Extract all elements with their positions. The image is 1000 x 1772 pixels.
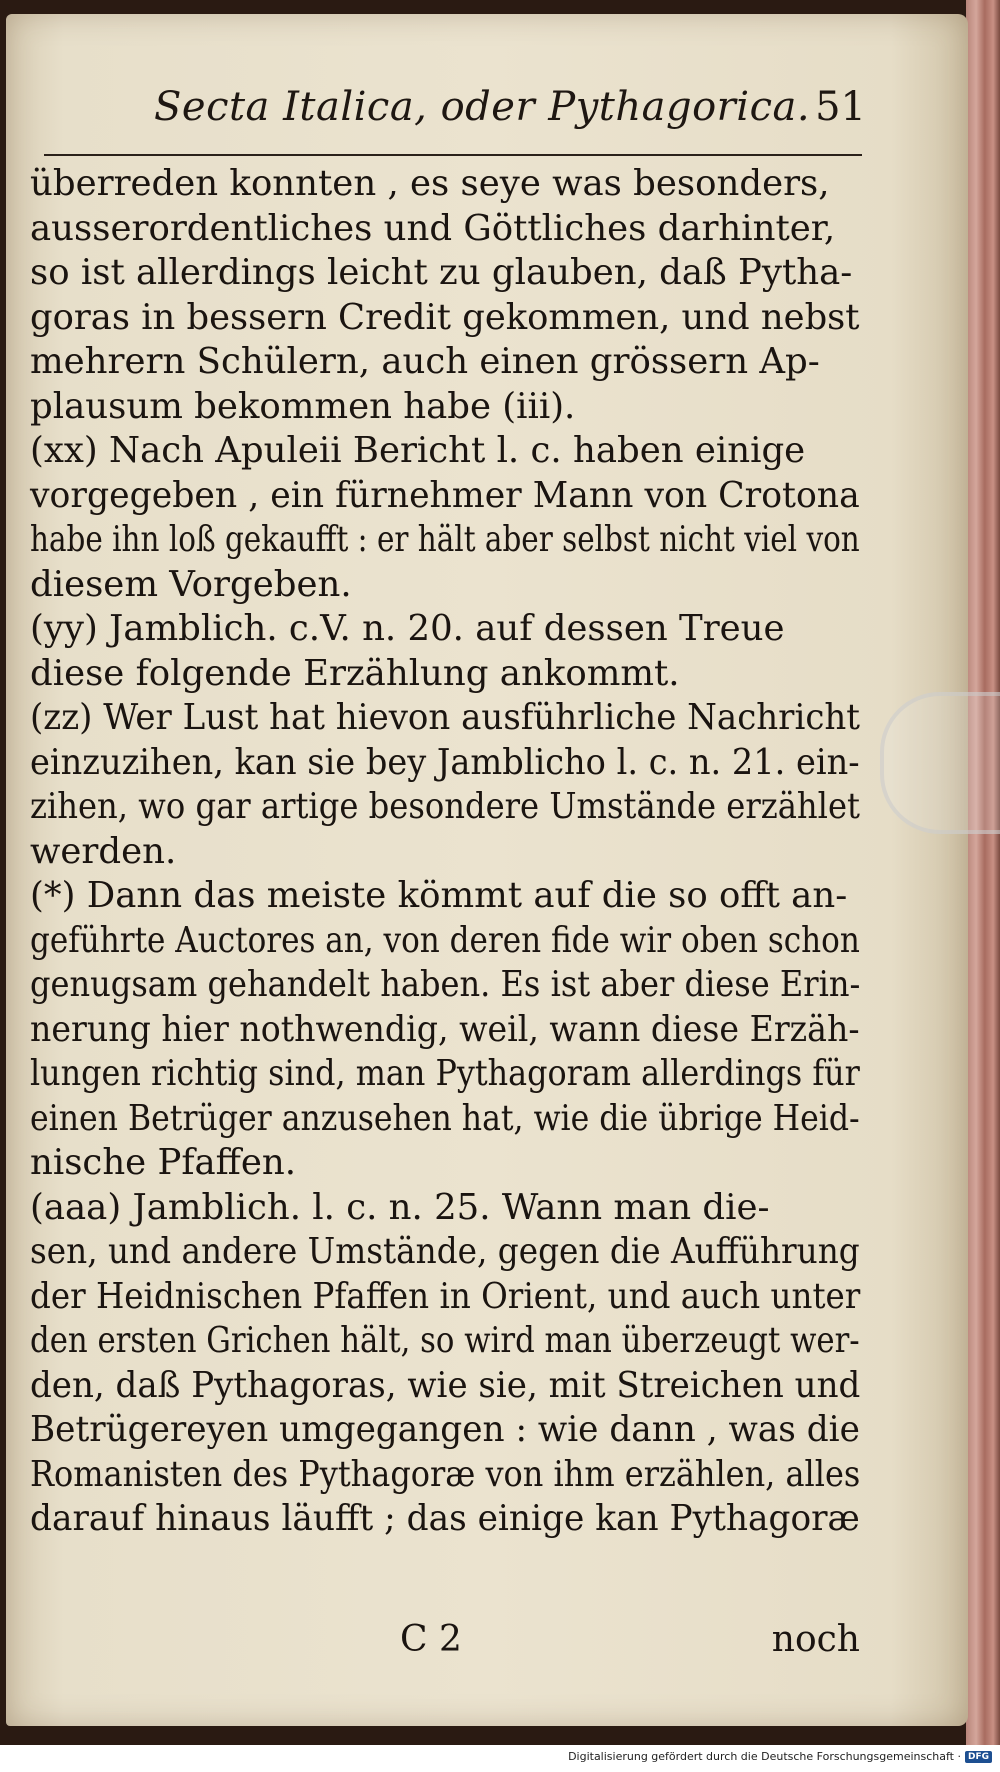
text-line: (xx) Nach Apuleii Bericht l. c. haben einige [30, 430, 806, 471]
catchword: noch [771, 1619, 860, 1660]
text-line: diese folgende Erzählung ankommt. [30, 652, 680, 694]
text-line: lungen richtig sind, man Pythagoram allerdings für [30, 1053, 860, 1094]
text-line: plausum bekommen habe (iii). [30, 385, 576, 427]
text-line: der Heidnischen Pfaffen in Orient, und auch unter [30, 1275, 861, 1317]
text-line: Betrügereyen umgegangen : wie dann , was die [30, 1409, 860, 1450]
text-line: einen Betrüger anzusehen hat, wie die übrige Heid- [30, 1097, 860, 1139]
text-line: goras in bessern Credit gekommen, und nebst [30, 296, 860, 338]
text-line: habe ihn loß gekaufft : er hält aber selbst nicht viel von [30, 519, 860, 560]
text-line: (yy) Jamblich. c.V. n. 20. auf dessen Treue [30, 608, 785, 649]
text-line: sen, und andere Umstände, gegen die Aufführung [30, 1231, 860, 1272]
bookmark-tab [880, 692, 1000, 834]
text-line: diesem Vorgeben. [30, 563, 352, 605]
page-footer [30, 1619, 860, 1669]
text-line: nerung hier nothwendig, weil, wann diese Erzäh- [30, 1008, 860, 1050]
text-line: ausserordentliches und Göttliches darhinter, [30, 207, 836, 249]
text-line: vorgegeben , ein fürnehmer Mann von Crotona [30, 474, 860, 516]
text-line: geführte Auctores an, von deren fide wir oben schon [30, 919, 860, 961]
header-rule [44, 154, 862, 156]
text-line: darauf hinaus läufft ; das einige kan Pythagoræ [30, 1498, 860, 1539]
text-line: mehrern Schülern, auch einen grössern Ap- [30, 341, 820, 382]
text-line: (zz) Wer Lust hat hievon ausführliche Nachricht [30, 697, 860, 738]
dfg-logo: DFG [965, 1751, 992, 1763]
text-line: den ersten Grichen hält, so wird man überzeugt wer- [30, 1320, 860, 1361]
funding-credit [568, 1750, 992, 1763]
text-line: überreden konnten , es seye was besonders, [30, 163, 830, 204]
running-head: Secta Italica, oder Pythagorica. [154, 84, 811, 130]
body-text [30, 162, 860, 1542]
text-line: (*) Dann das meiste kömmt auf die so offt an- [30, 875, 848, 916]
text-line: Romanisten des Pythagoræ von ihm erzählen, alles [30, 1453, 861, 1495]
text-line: den, daß Pythagoras, wie sie, mit Streichen und [30, 1364, 861, 1406]
text-line: (aaa) Jamblich. l. c. n. 25. Wann man die- [30, 1186, 770, 1228]
text-line: nische Pfaffen. [30, 1142, 297, 1183]
book-fore-edge [966, 0, 1000, 1745]
text-line: genugsam gehandelt haben. Es ist aber diese Erin- [30, 964, 861, 1005]
text-line: zihen, wo gar artige besondere Umstände erzählet [30, 786, 860, 827]
credit-bar [0, 1745, 1000, 1772]
page-number: 51 [815, 84, 866, 130]
text-line: so ist allerdings leicht zu glauben, daß Pytha- [30, 252, 853, 293]
text-line: werden. [30, 830, 177, 872]
credit-text: Digitalisierung gefördert durch die Deutsche Forschungsgemeinschaft · [568, 1750, 961, 1763]
signature-mark: C 2 [400, 1619, 462, 1660]
text-line: einzuzihen, kan sie bey Jamblicho l. c. n. 21. ein- [30, 741, 860, 783]
book-page [6, 14, 968, 1726]
page-header [66, 84, 866, 144]
